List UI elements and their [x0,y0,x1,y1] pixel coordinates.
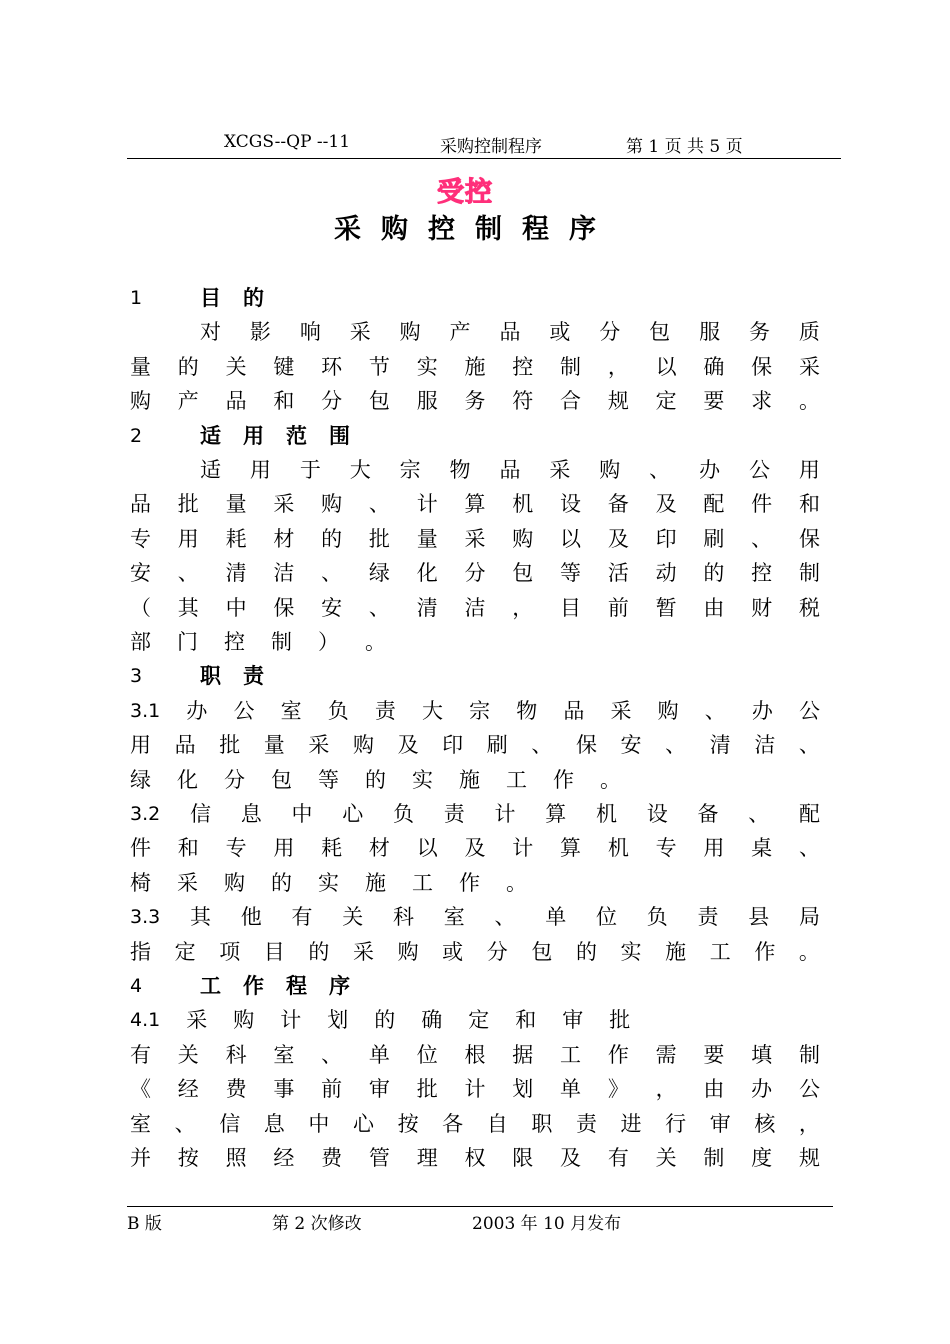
body-line: 3.2 信 息 中 心 负 责 计 算 机 设 备 、 配 [130,802,820,826]
page-title: 采购控制程序 [334,214,616,245]
body-line: 部 门 控 制 ） 。 [130,630,386,654]
body-line: 指 定 项 目 的 采 购 或 分 包 的 实 施 工 作 。 [130,939,820,964]
body-line: （ 其 中 保 安 、 清 洁 ， 目 前 暂 由 财 税 [130,595,820,620]
body-line: 绿 化 分 包 等 的 实 施 工 作 。 [130,767,621,792]
section-heading: 1 目的 [130,286,286,310]
header-page-label: 第 1 页 共 5 页 [626,137,743,157]
controlled-stamp: 受控 [437,177,493,208]
footer-release-date: 2003 年 10 月发布 [472,1214,622,1234]
body-line: 量 的 关 键 环 节 实 施 控 制 ， 以 确 保 采 [130,354,820,379]
body-line: 对 影 响 采 购 产 品 或 分 包 服 务 质 [200,320,820,345]
section-heading: 4 工作程序 [130,974,372,998]
section-heading: 3 职责 [130,664,286,689]
header-rule [127,158,841,159]
body-line: 3.3 其 他 有 关 科 室 、 单 位 负 责 县 局 [130,905,820,930]
body-line: 椅 采 购 的 实 施 工 作 。 [130,870,527,895]
body-line: 4.1 采 购 计 划 的 确 定 和 审 批 [130,1008,631,1033]
footer-revision: 第 2 次修改 [272,1214,362,1234]
section-heading: 2 适用范围 [130,423,372,448]
body-line: 3.1 办 公 室 负 责 大 宗 物 品 采 购 、 办 公 [130,698,820,723]
body-line: 安 、 清 洁 、 绿 化 分 包 等 活 动 的 控 制 [130,561,820,586]
body-line: 室 、 信 息 中 心 按 各 自 职 责 进 行 审 核 ， [130,1111,820,1136]
footer-rule [127,1206,833,1207]
body-line: 购 产 品 和 分 包 服 务 符 合 规 定 要 求 。 [130,389,820,414]
footer-version: B 版 [127,1214,162,1234]
body-line: 适 用 于 大 宗 物 品 采 购 、 办 公 用 [200,458,820,482]
body-line: 有 关 科 室 、 单 位 根 据 工 作 需 要 填 制 [130,1042,820,1067]
body-line: 并 按 照 经 费 管 理 权 限 及 有 关 制 度 规 [130,1146,820,1170]
body-line: 件 和 专 用 耗 材 以 及 计 算 机 专 用 桌 、 [130,836,820,861]
body-line: 品 批 量 采 购 、 计 算 机 设 备 及 配 件 和 [130,492,820,517]
header-doc-name: 采购控制程序 [440,137,542,157]
body-line: 专 用 耗 材 的 批 量 采 购 以 及 印 刷 、 保 [130,526,820,551]
body-line: 《 经 费 事 前 审 批 计 划 单 》 ， 由 办 公 [130,1077,820,1102]
body-line: 用 品 批 量 采 购 及 印 刷 、 保 安 、 清 洁 、 [130,733,820,758]
header-doc-code: XCGS--QP --11 [224,132,351,152]
